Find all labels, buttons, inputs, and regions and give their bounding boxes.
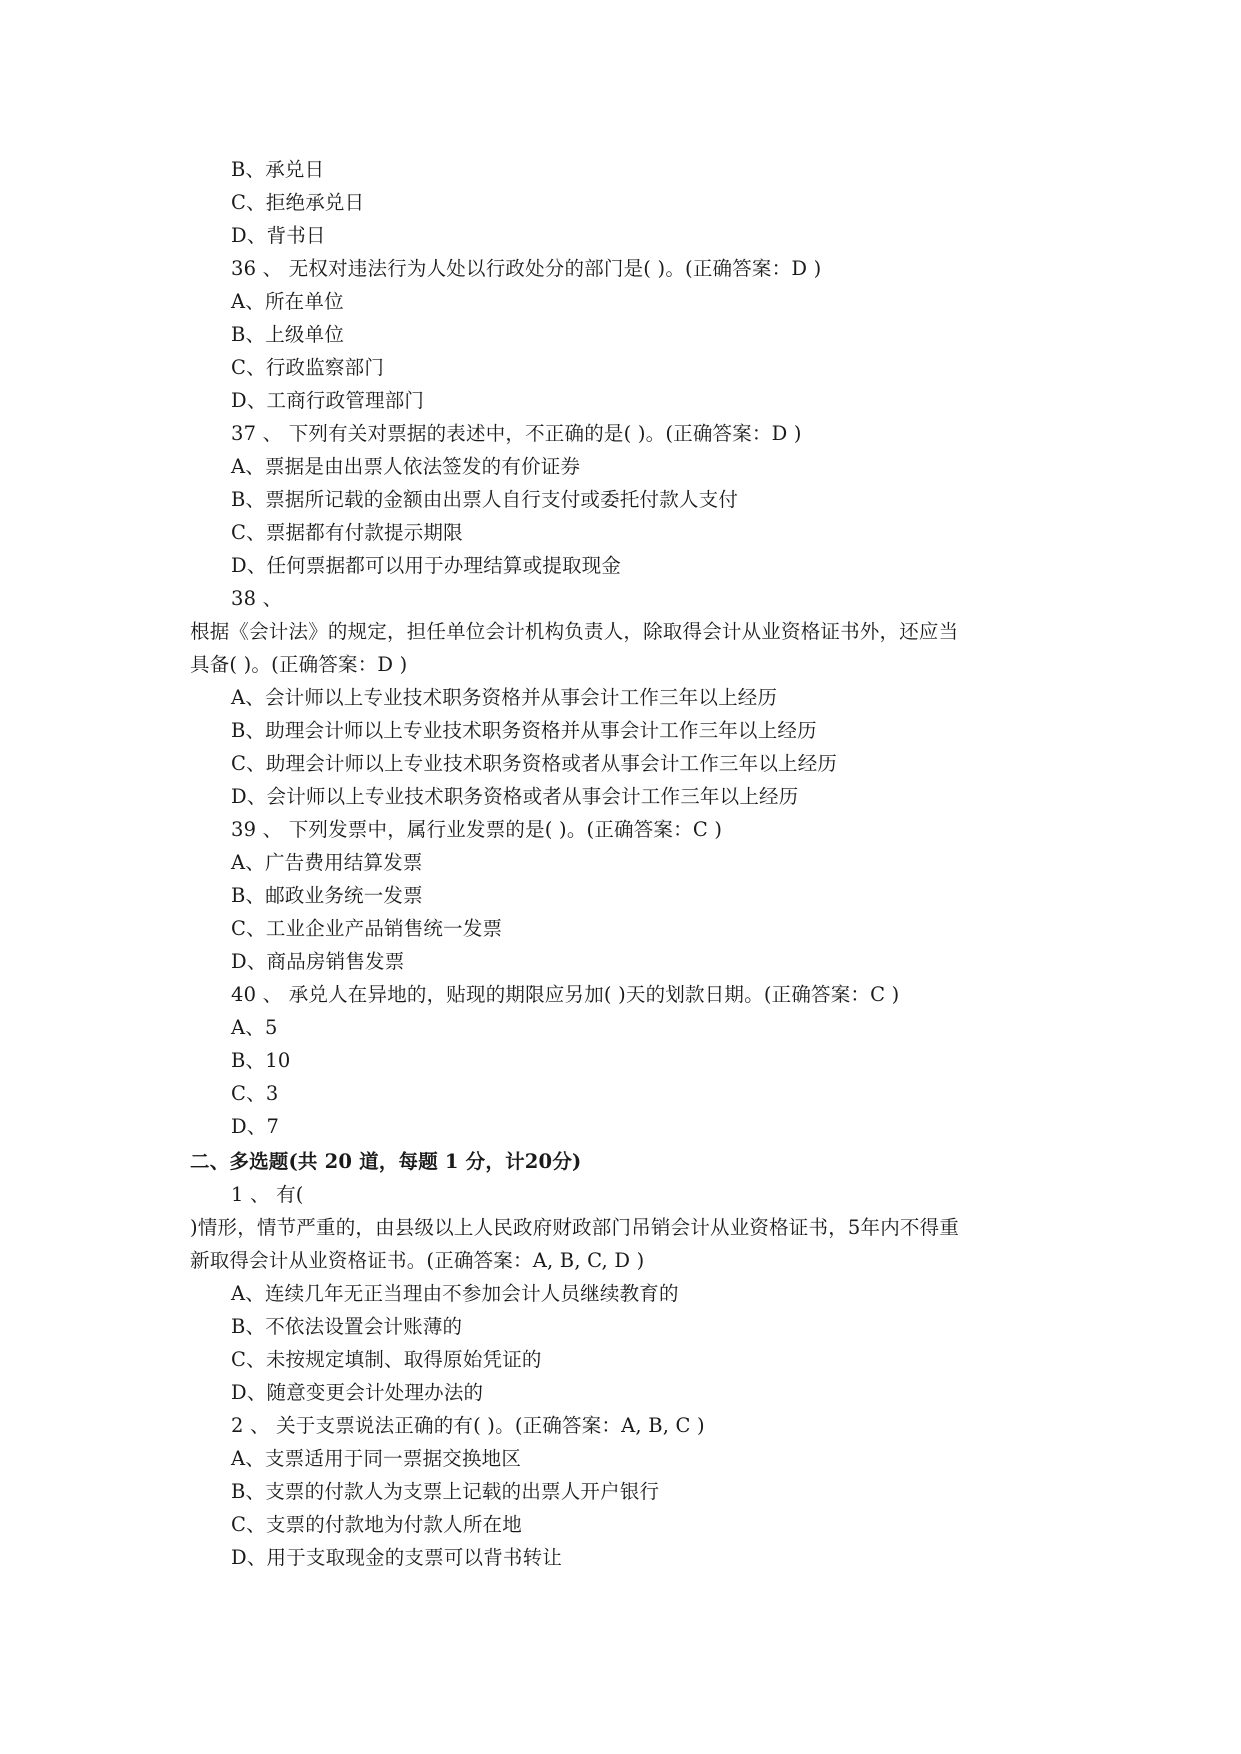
- option-line: B、不依法设置会计账薄的: [231, 1315, 463, 1338]
- question-text-continued: 具备( )。(正确答案：D ): [190, 653, 408, 676]
- option-line: C、3: [231, 1082, 279, 1105]
- option-line: D、用于支取现金的支票可以背书转让: [231, 1546, 563, 1569]
- option-line: D、工商行政管理部门: [231, 389, 425, 412]
- question-line: 1 、 有(: [231, 1183, 304, 1206]
- option-line: A、连续几年无正当理由不参加会计人员继续教育的: [231, 1282, 679, 1305]
- option-line: B、上级单位: [231, 323, 345, 346]
- option-line: C、工业企业产品销售统一发票: [231, 917, 503, 940]
- question-text-continued: 新取得会计从业资格证书。(正确答案：A, B, C, D ): [190, 1249, 645, 1272]
- option-line: B、票据所记载的金额由出票人自行支付或委托付款人支付: [231, 488, 739, 511]
- option-line: B、支票的付款人为支票上记载的出票人开户银行: [231, 1480, 660, 1503]
- option-line: C、拒绝承兑日: [231, 191, 365, 214]
- question-line: 2 、 关于支票说法正确的有( )。(正确答案：A, B, C ): [231, 1414, 705, 1437]
- option-line: C、支票的付款地为付款人所在地: [231, 1513, 522, 1536]
- option-line: D、背书日: [231, 224, 326, 247]
- question-text-continued: 根据《会计法》的规定，担任单位会计机构负责人，除取得会计从业资格证书外，还应当: [190, 620, 959, 643]
- option-line: B、助理会计师以上专业技术职务资格并从事会计工作三年以上经历: [231, 719, 817, 742]
- option-line: C、未按规定填制、取得原始凭证的: [231, 1348, 542, 1371]
- option-line: A、广告费用结算发票: [231, 851, 423, 874]
- question-text-continued: )情形，情节严重的，由县级以上人民政府财政部门吊销会计从业资格证书，5年内不得重: [190, 1216, 960, 1239]
- option-line: C、行政监察部门: [231, 356, 385, 379]
- section-heading: 二、多选题(共 20 道，每题 1 分，计20分): [190, 1150, 582, 1173]
- option-line: B、邮政业务统一发票: [231, 884, 423, 907]
- option-line: A、5: [231, 1016, 278, 1039]
- option-line: D、7: [231, 1115, 280, 1138]
- option-line: D、商品房销售发票: [231, 950, 405, 973]
- option-line: A、支票适用于同一票据交换地区: [231, 1447, 522, 1470]
- option-line: A、所在单位: [231, 290, 344, 313]
- option-line: D、任何票据都可以用于办理结算或提取现金: [231, 554, 622, 577]
- question-line: 39 、 下列发票中，属行业发票的是( )。(正确答案：C ): [231, 818, 723, 841]
- option-line: D、会计师以上专业技术职务资格或者从事会计工作三年以上经历: [231, 785, 799, 808]
- question-line: 40 、 承兑人在异地的，贴现的期限应另加( )天的划款日期。(正确答案：C ): [231, 983, 900, 1006]
- option-line: C、票据都有付款提示期限: [231, 521, 463, 544]
- option-line: A、票据是由出票人依法签发的有价证券: [231, 455, 581, 478]
- option-line: B、承兑日: [231, 158, 325, 181]
- question-line: 36 、 无权对违法行为人处以行政处分的部门是( )。(正确答案：D ): [231, 257, 822, 280]
- option-line: B、10: [231, 1049, 291, 1072]
- question-line: 38 、: [231, 587, 283, 610]
- option-line: C、助理会计师以上专业技术职务资格或者从事会计工作三年以上经历: [231, 752, 838, 775]
- option-line: A、会计师以上专业技术职务资格并从事会计工作三年以上经历: [231, 686, 778, 709]
- option-line: D、随意变更会计处理办法的: [231, 1381, 484, 1404]
- question-line: 37 、 下列有关对票据的表述中，不正确的是( )。(正确答案：D ): [231, 422, 802, 445]
